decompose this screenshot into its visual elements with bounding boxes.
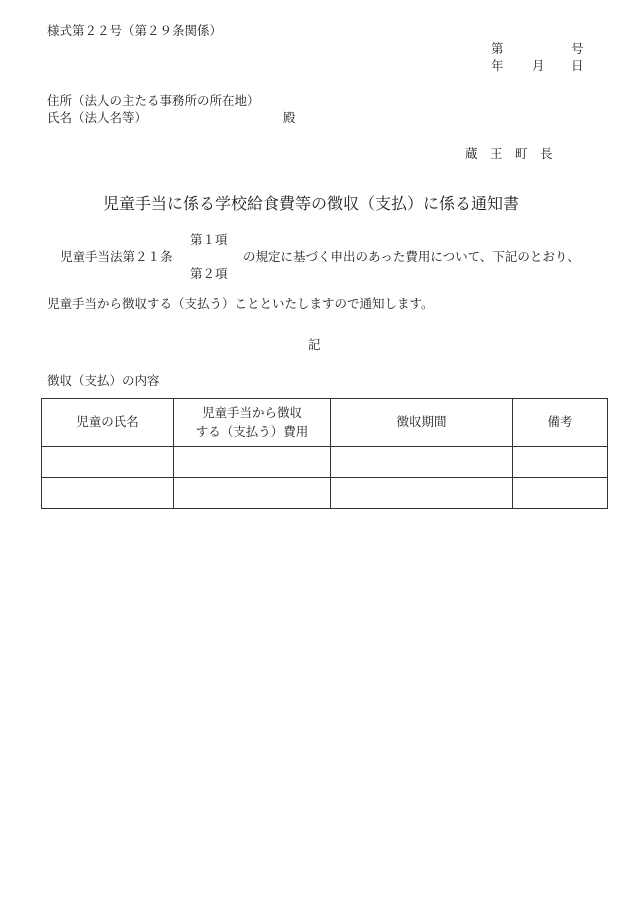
date-year: 年 <box>491 58 504 73</box>
cell-remarks[interactable] <box>513 447 608 478</box>
header-remarks: 備考 <box>513 399 608 447</box>
cell-child-name[interactable] <box>42 447 174 478</box>
recipient-address-label: 住所（法人の主たる事務所の所在地） <box>47 93 260 108</box>
cell-cost[interactable] <box>174 478 331 509</box>
header-cost-text: 児童手当から徴収 する（支払う）費用 <box>195 405 309 439</box>
cell-period[interactable] <box>331 478 513 509</box>
cell-cost[interactable] <box>174 447 331 478</box>
cell-remarks[interactable] <box>513 478 608 509</box>
document-title: 児童手当に係る学校給食費等の徴収（支払）に係る通知書 <box>103 194 520 213</box>
body-line-2: 児童手当から徴収する（支払う）ことといたしますので通知します。 <box>47 296 434 311</box>
header-cost <box>174 399 331 447</box>
clause-1: 第１項 <box>190 232 228 247</box>
table-row <box>42 447 608 478</box>
cell-child-name[interactable] <box>42 478 174 509</box>
body-line-1: の規定に基づく申出のあった費用について、下記のとおり、 <box>243 249 580 264</box>
cell-period[interactable] <box>331 447 513 478</box>
law-reference: 児童手当法第２１条 <box>60 249 173 264</box>
recipient-honorific: 殿 <box>283 110 296 125</box>
table-header-row <box>42 399 608 447</box>
document-number-suffix: 号 <box>571 41 584 56</box>
content-table <box>41 398 608 509</box>
document-number-prefix: 第 <box>491 41 504 56</box>
date-day: 日 <box>571 58 584 73</box>
header-period: 徴収期間 <box>331 399 513 447</box>
header-child-name: 児童の氏名 <box>42 399 174 447</box>
clause-2: 第２項 <box>190 266 228 281</box>
issuer: 蔵 王 町 長 <box>465 146 553 161</box>
table-row <box>42 478 608 509</box>
recipient-name-label: 氏名（法人名等） <box>47 110 148 125</box>
ki-heading: 記 <box>308 337 321 352</box>
section-label: 徴収（支払）の内容 <box>47 373 160 388</box>
date-month: 月 <box>532 58 545 73</box>
form-number: 様式第２２号（第２９条関係） <box>47 23 223 38</box>
